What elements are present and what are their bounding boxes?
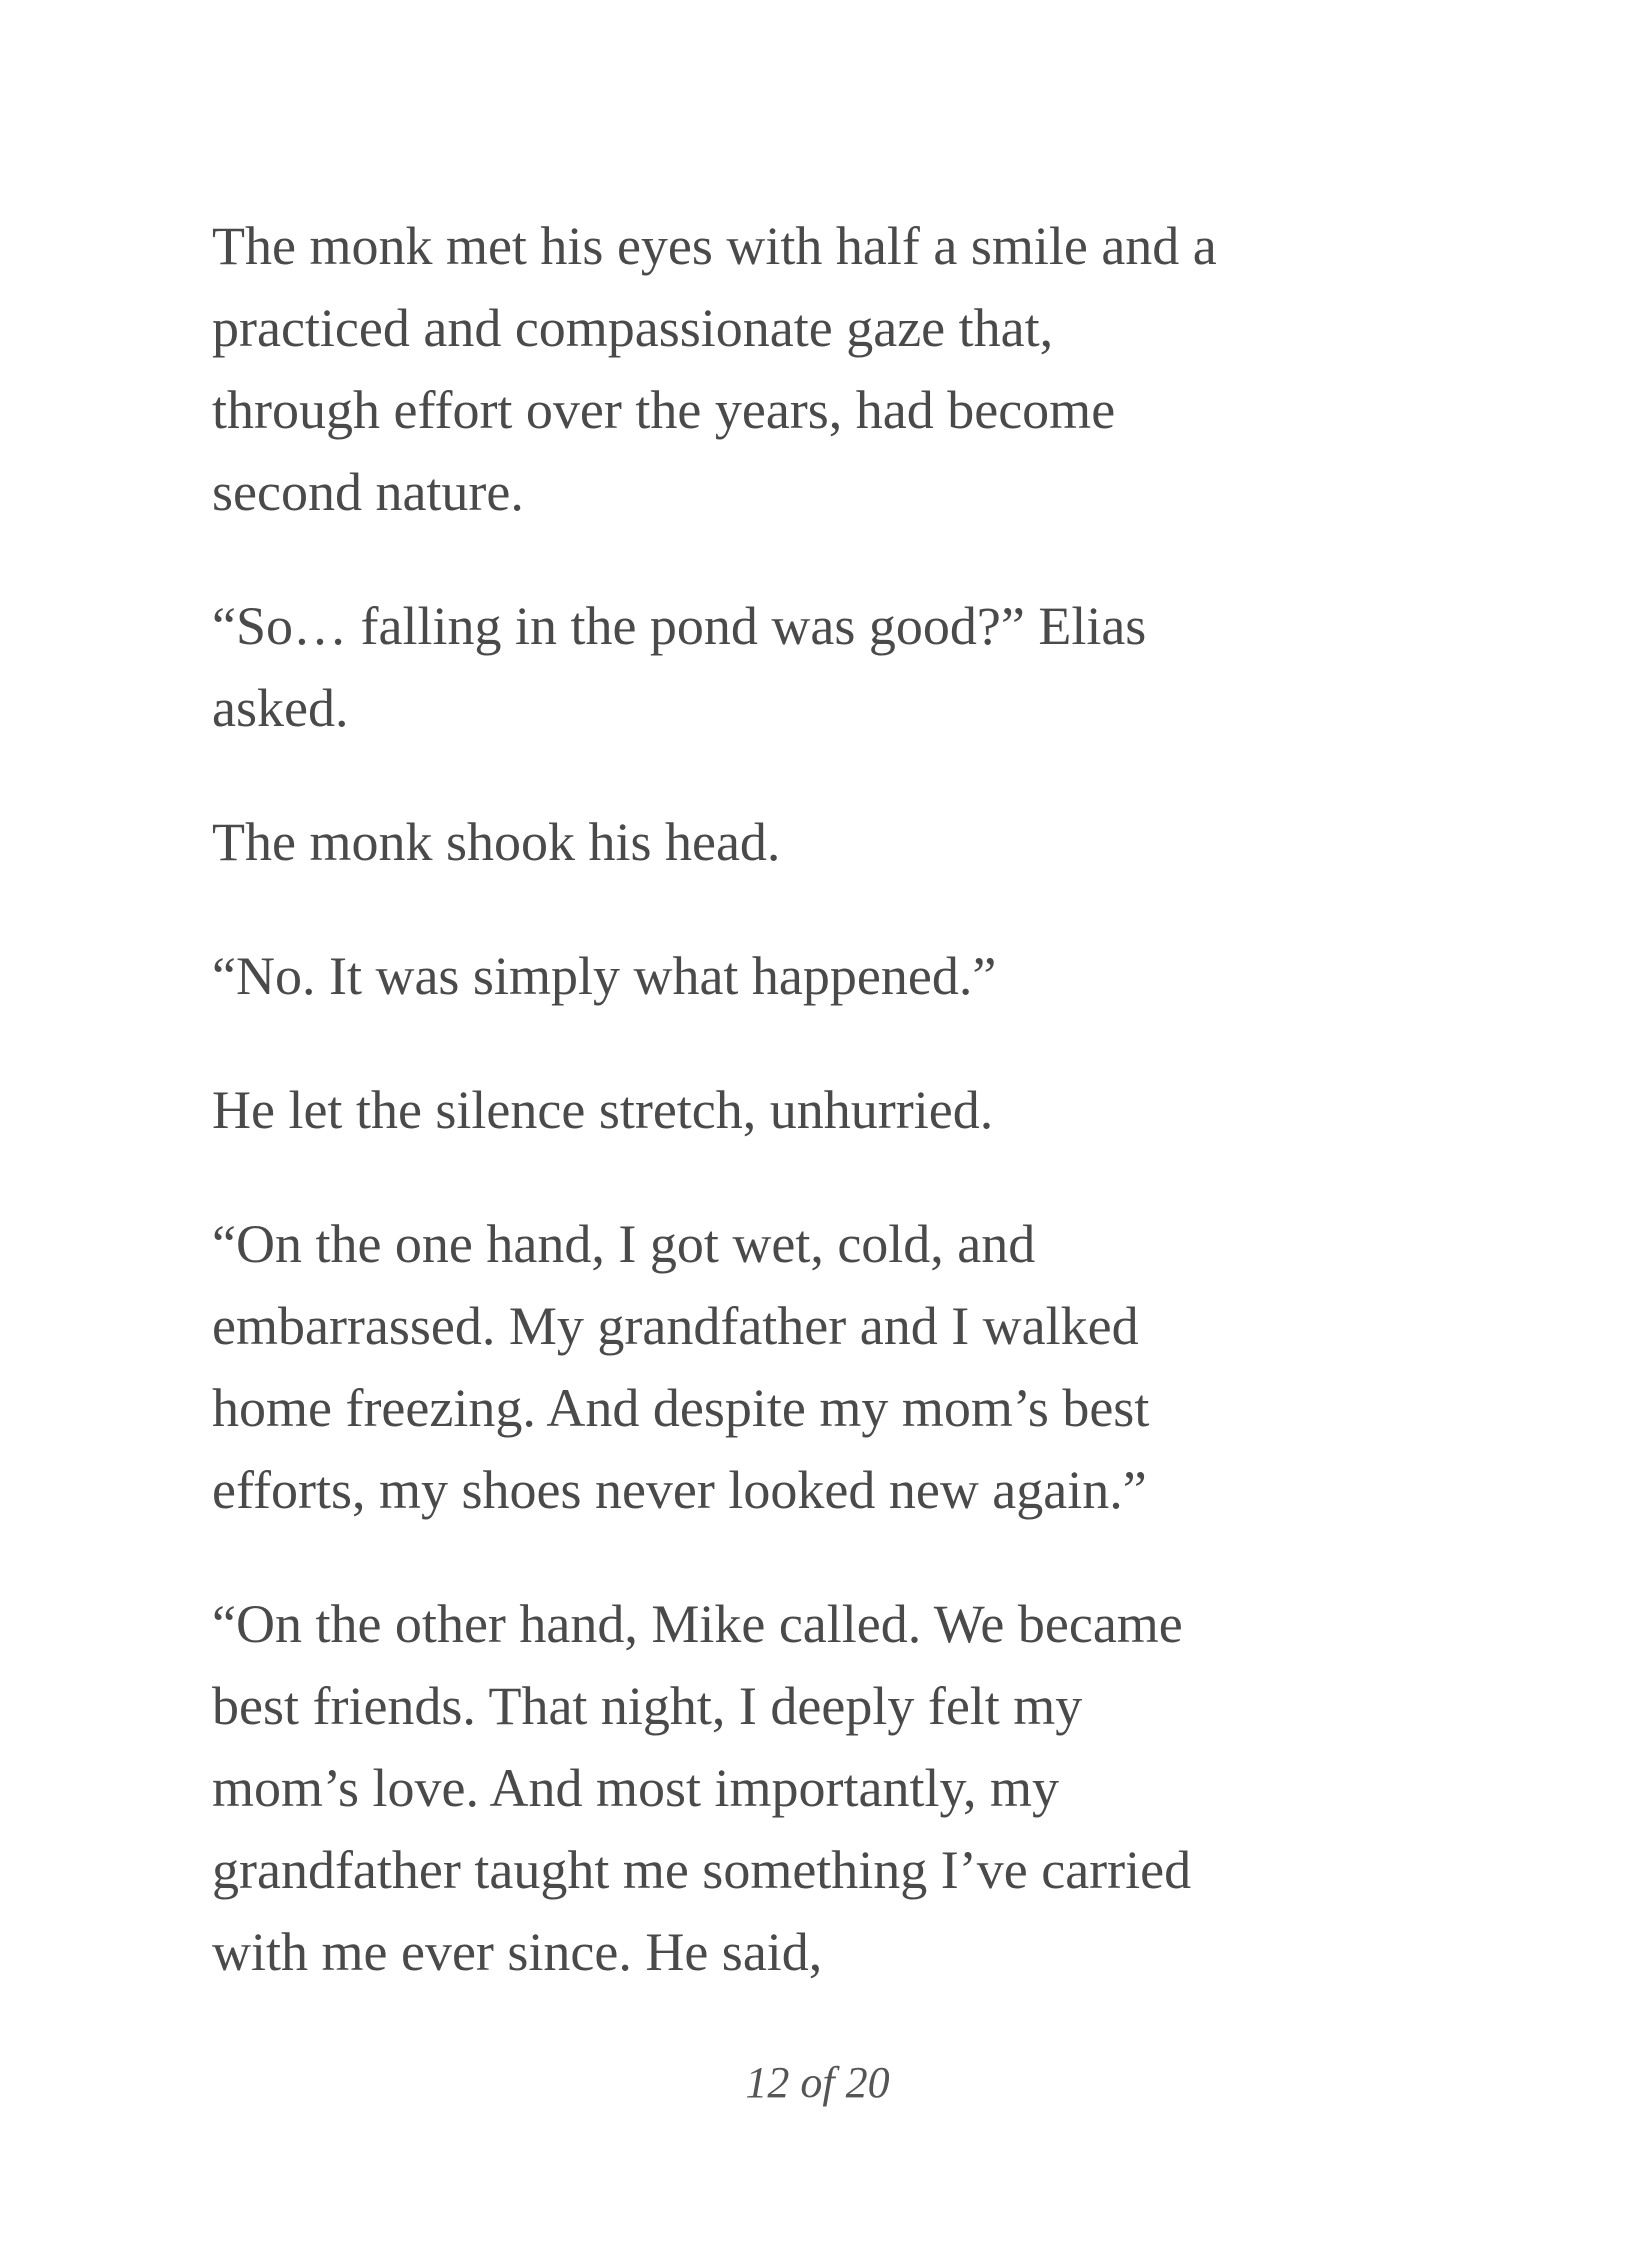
text-line: grandfather taught me something I’ve carried bbox=[212, 1840, 1192, 1900]
text-line: embarrassed. My grandfather and I walked bbox=[212, 1296, 1139, 1356]
text-line: mom’s love. And most importantly, my bbox=[212, 1758, 1059, 1818]
text-line: efforts, my shoes never looked new again.” bbox=[212, 1460, 1147, 1520]
paragraph-4 bbox=[212, 935, 1392, 1017]
text-line: “No. It was simply what happened.” bbox=[212, 946, 997, 1006]
paragraph-7 bbox=[212, 1583, 1392, 1993]
text-line: The monk met his eyes with half a smile and a bbox=[212, 216, 1217, 276]
paragraph-6 bbox=[212, 1203, 1392, 1531]
text-line: “On the other hand, Mike called. We became bbox=[212, 1594, 1183, 1654]
text-line: through effort over the years, had become bbox=[212, 380, 1116, 440]
paragraph-1 bbox=[212, 205, 1392, 533]
page-number: 12 of 20 bbox=[745, 2058, 890, 2107]
text-line: best friends. That night, I deeply felt my bbox=[212, 1676, 1083, 1736]
text-line: asked. bbox=[212, 678, 349, 738]
text-line: “So… falling in the pond was good?” Elias bbox=[212, 596, 1147, 656]
paragraph-5 bbox=[212, 1069, 1392, 1151]
page-text bbox=[212, 205, 1392, 2045]
text-line: “On the one hand, I got wet, cold, and bbox=[212, 1214, 1036, 1274]
text-line: home freezing. And despite my mom’s best bbox=[212, 1378, 1150, 1438]
text-line: He let the silence stretch, unhurried. bbox=[212, 1080, 994, 1140]
text-line: with me ever since. He said, bbox=[212, 1922, 823, 1982]
text-line: second nature. bbox=[212, 462, 524, 522]
text-line: practiced and compassionate gaze that, bbox=[212, 298, 1054, 358]
paragraph-2 bbox=[212, 585, 1392, 749]
text-line: The monk shook his head. bbox=[212, 812, 781, 872]
paragraph-3 bbox=[212, 801, 1392, 883]
